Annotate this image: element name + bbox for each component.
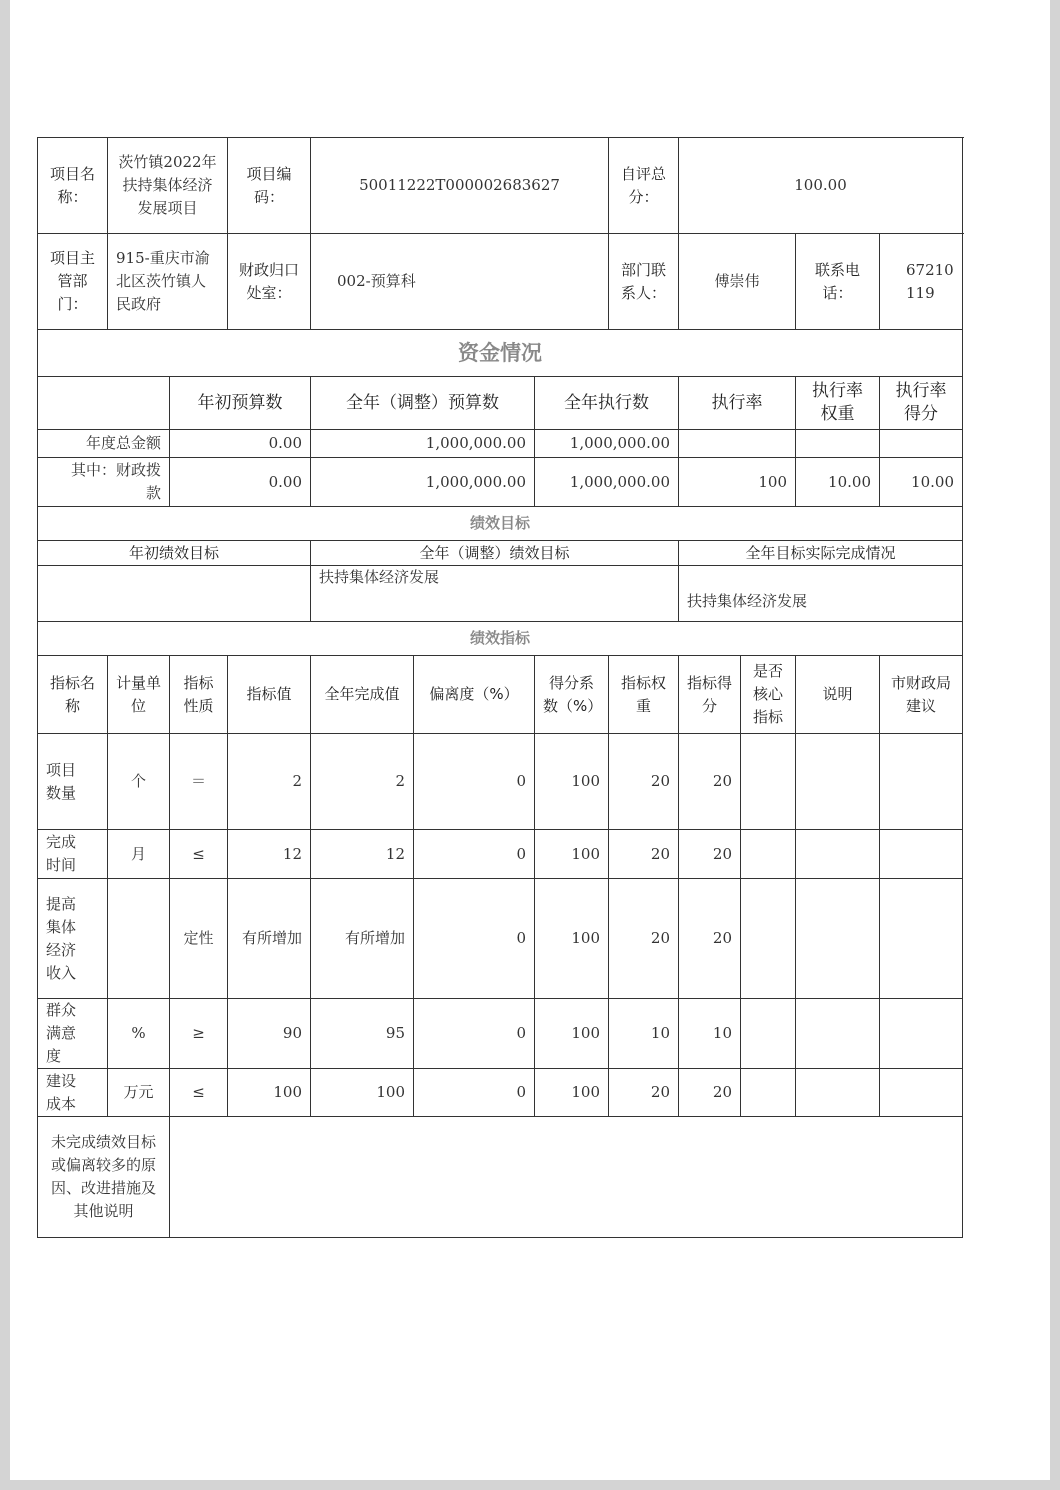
indicator-header: 指标得分 [679, 656, 741, 734]
funds-cell: 10.00 [796, 458, 880, 507]
indicator-row [38, 999, 963, 1069]
funds-row [38, 430, 963, 458]
goals-value: 扶持集体经济发展 [311, 566, 679, 622]
indicator-header: 全年完成值 [311, 656, 414, 734]
indicator-cell: 100 [311, 1069, 414, 1117]
remark-value [170, 1117, 963, 1238]
funds-cell [679, 430, 796, 458]
indicator-header: 指标性质 [170, 656, 228, 734]
funds-header [38, 377, 170, 430]
indicator-cell: 20 [679, 879, 741, 999]
contact: 傅崇伟 [679, 234, 796, 330]
indicator-cell: 0 [414, 830, 535, 879]
indicator-cell [796, 999, 880, 1069]
indicator-cell: 建设成本 [38, 1069, 108, 1117]
indicator-cell: 项目数量 [38, 734, 108, 830]
indicator-cell: 100 [228, 1069, 311, 1117]
finance-office: 002-预算科 [311, 234, 609, 330]
funds-cell: 0.00 [170, 458, 311, 507]
indicator-cell: 20 [609, 1069, 679, 1117]
indicator-cell: 20 [679, 734, 741, 830]
funds-cell: 年度总金额 [38, 430, 170, 458]
project-name: 茨竹镇2022年扶持集体经济发展项目 [108, 138, 228, 234]
project-code-label: 项目编码： [228, 138, 311, 234]
indicator-cell [796, 1069, 880, 1117]
indicator-row [38, 830, 963, 879]
funds-header-row [38, 377, 963, 430]
phone-label: 联系电话： [796, 234, 880, 330]
indicator-header: 偏离度（%） [414, 656, 535, 734]
indicator-header: 计量单位 [108, 656, 170, 734]
indicator-cell [880, 734, 963, 830]
indicator-cell: 100 [535, 879, 609, 999]
finance-office-label: 财政归口处室： [228, 234, 311, 330]
funds-cell: 其中：财政拨款 [38, 458, 170, 507]
indicator-cell: 20 [609, 734, 679, 830]
funds-cell: 1,000,000.00 [535, 430, 679, 458]
info-row-1 [38, 138, 963, 234]
indicator-cell: 群众满意度 [38, 999, 108, 1069]
indicators-section-title: 绩效指标 [38, 622, 963, 656]
indicator-cell: 12 [311, 830, 414, 879]
funds-cell: 0.00 [170, 430, 311, 458]
indicator-cell: % [108, 999, 170, 1069]
indicator-header: 是否核心指标 [741, 656, 796, 734]
indicator-cell [741, 879, 796, 999]
contact-label: 部门联系人： [609, 234, 679, 330]
funds-header: 执行率得分 [880, 377, 963, 430]
indicator-cell: 定性 [170, 879, 228, 999]
indicator-cell: 100 [535, 734, 609, 830]
goals-header: 全年目标实际完成情况 [679, 541, 963, 566]
indicator-cell: 90 [228, 999, 311, 1069]
indicator-cell: 10 [679, 999, 741, 1069]
funds-header: 年初预算数 [170, 377, 311, 430]
indicator-cell: ＝ [170, 734, 228, 830]
indicator-cell: 万元 [108, 1069, 170, 1117]
goals-header: 年初绩效目标 [38, 541, 311, 566]
indicator-cell: 20 [609, 879, 679, 999]
project-name-label: 项目名称： [38, 138, 108, 234]
indicator-header: 指标权重 [609, 656, 679, 734]
indicator-cell: 2 [311, 734, 414, 830]
indicator-cell: 提高集体经济收入 [38, 879, 108, 999]
self-score-label: 自评总分： [609, 138, 679, 234]
indicator-cell: 0 [414, 1069, 535, 1117]
indicator-cell: 20 [679, 830, 741, 879]
dept: 915-重庆市渝北区茨竹镇人民政府 [108, 234, 228, 330]
indicator-cell [741, 830, 796, 879]
indicator-cell: 0 [414, 999, 535, 1069]
goals-value: 扶持集体经济发展 [679, 566, 963, 622]
indicator-cell: 10 [609, 999, 679, 1069]
indicator-cell [796, 734, 880, 830]
indicator-cell: 20 [609, 830, 679, 879]
funds-cell: 1,000,000.00 [311, 458, 535, 507]
indicator-cell: 0 [414, 734, 535, 830]
goals-section-title: 绩效目标 [38, 507, 963, 541]
funds-cell [880, 430, 963, 458]
indicator-header: 指标名称 [38, 656, 108, 734]
indicator-row [38, 1069, 963, 1117]
indicator-cell: 0 [414, 879, 535, 999]
project-code: 50011222T000002683627 [311, 138, 609, 234]
indicator-row [38, 734, 963, 830]
indicators-header-row [38, 656, 963, 734]
indicator-cell [741, 734, 796, 830]
indicator-cell [796, 830, 880, 879]
funds-cell [796, 430, 880, 458]
indicator-cell: 月 [108, 830, 170, 879]
indicator-cell: 个 [108, 734, 170, 830]
indicator-cell: ≥ [170, 999, 228, 1069]
funds-header: 全年执行数 [535, 377, 679, 430]
indicator-header: 市财政局建议 [880, 656, 963, 734]
indicator-cell: 100 [535, 1069, 609, 1117]
indicator-cell [880, 830, 963, 879]
funds-cell: 1,000,000.00 [535, 458, 679, 507]
self-score: 100.00 [679, 138, 963, 234]
funds-cell: 10.00 [880, 458, 963, 507]
goals-header: 全年（调整）绩效目标 [311, 541, 679, 566]
phone: 67210119 [880, 234, 963, 330]
indicator-header: 指标值 [228, 656, 311, 734]
funds-section-title: 资金情况 [38, 330, 963, 377]
indicator-cell: 95 [311, 999, 414, 1069]
indicator-row [38, 879, 963, 999]
indicator-cell [880, 999, 963, 1069]
indicator-cell: 100 [535, 999, 609, 1069]
goals-value [38, 566, 311, 622]
remark-row [38, 1117, 963, 1238]
indicator-cell: 2 [228, 734, 311, 830]
indicator-cell [880, 1069, 963, 1117]
indicator-cell [108, 879, 170, 999]
funds-header: 执行率权重 [796, 377, 880, 430]
funds-cell: 1,000,000.00 [311, 430, 535, 458]
indicator-cell: 12 [228, 830, 311, 879]
indicator-header: 得分系数（%） [535, 656, 609, 734]
funds-header: 执行率 [679, 377, 796, 430]
indicator-cell: 100 [535, 830, 609, 879]
goals-header-row [38, 541, 963, 566]
indicator-cell: ≤ [170, 1069, 228, 1117]
indicator-cell: 有所增加 [311, 879, 414, 999]
goals-value-row [38, 566, 963, 622]
indicator-cell [741, 999, 796, 1069]
funds-row [38, 458, 963, 507]
performance-evaluation-table [37, 137, 963, 1238]
indicator-cell [880, 879, 963, 999]
indicator-cell: 20 [679, 1069, 741, 1117]
remark-label: 未完成绩效目标或偏离较多的原因、改进措施及其他说明 [38, 1117, 170, 1238]
indicator-header: 说明 [796, 656, 880, 734]
funds-header: 全年（调整）预算数 [311, 377, 535, 430]
indicator-cell: 有所增加 [228, 879, 311, 999]
indicator-cell: 完成时间 [38, 830, 108, 879]
indicator-cell [741, 1069, 796, 1117]
indicator-cell: ≤ [170, 830, 228, 879]
funds-cell: 100 [679, 458, 796, 507]
indicator-cell [796, 879, 880, 999]
info-row-2 [38, 234, 963, 330]
dept-label: 项目主管部门： [38, 234, 108, 330]
